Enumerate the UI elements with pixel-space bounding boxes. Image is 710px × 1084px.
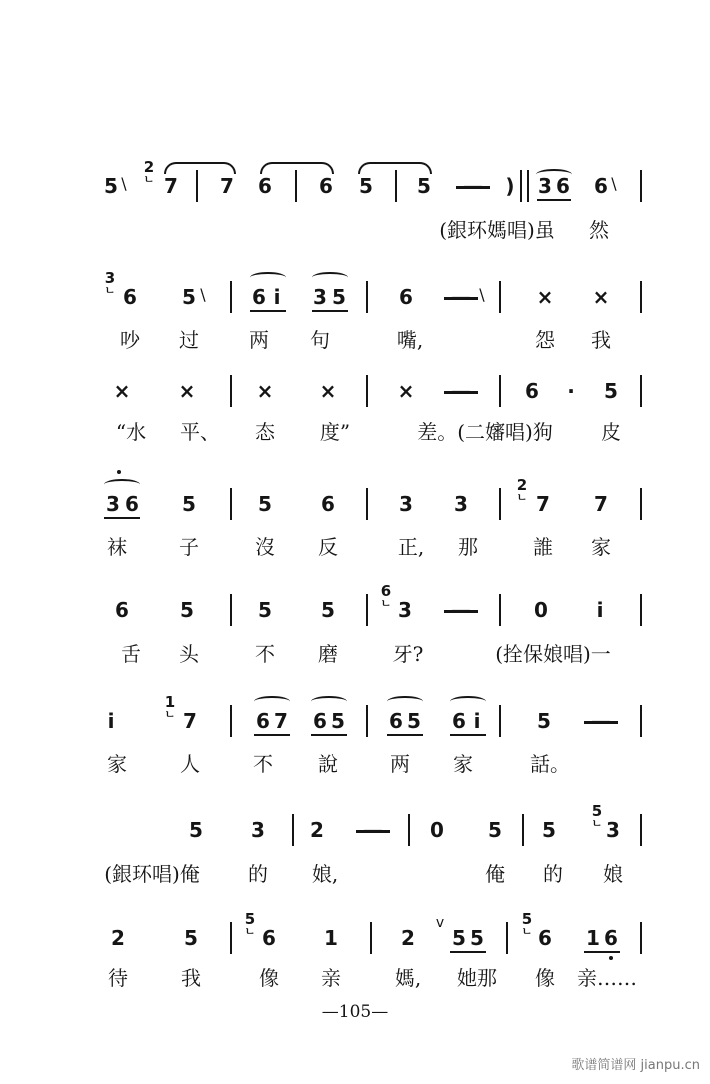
lyric: 态 — [255, 420, 275, 444]
lyric: 待 — [108, 966, 128, 990]
tie-arc — [311, 696, 347, 707]
watermark: 歌谱简谱网 jianpu.cn — [571, 1058, 700, 1073]
note: 6 — [594, 174, 608, 198]
note: 5 — [470, 926, 484, 950]
note: 5 — [258, 492, 272, 516]
note: 6 — [313, 709, 327, 733]
tie-arc — [387, 696, 423, 707]
slur — [260, 162, 334, 174]
lyric: 两 — [249, 328, 269, 352]
lyric: “水 — [115, 420, 147, 444]
grace-note: 5 ㄴ — [591, 802, 603, 830]
note: 5 — [359, 174, 373, 198]
note: 2 — [111, 926, 125, 950]
lyric: 过 — [179, 328, 199, 352]
lyric: 然 — [589, 218, 609, 242]
lyric-line — [0, 744, 710, 784]
barline — [366, 281, 368, 313]
note: 2 — [310, 818, 324, 842]
note: 3 — [454, 492, 468, 516]
barline — [230, 488, 232, 520]
note: ) — [505, 174, 515, 198]
note: 0 — [430, 818, 444, 842]
barline — [640, 705, 642, 737]
barline — [640, 170, 642, 202]
extension-dash — [456, 186, 490, 189]
underline — [104, 517, 140, 519]
lyric: 家 — [591, 535, 611, 559]
tie-arc — [450, 696, 486, 707]
barline — [499, 705, 501, 737]
note: 5 — [452, 926, 466, 950]
lyric: 度” — [319, 420, 351, 444]
extension-dash — [444, 610, 478, 613]
barline — [499, 281, 501, 313]
lyric: 我 — [591, 328, 611, 352]
lyric: 沒 — [255, 535, 275, 559]
note: × — [536, 285, 554, 309]
grace-note: 5 ㄴ — [521, 910, 533, 938]
lyric: 磨 — [318, 642, 338, 666]
lyric-line — [0, 527, 710, 567]
notation-line — [0, 582, 710, 630]
underline — [450, 951, 486, 953]
barline — [370, 922, 372, 954]
note: 3 — [398, 598, 412, 622]
note: 7 — [536, 492, 550, 516]
note: 5 — [182, 492, 196, 516]
breath-mark: \ — [200, 285, 206, 304]
lyric: 像 — [259, 966, 279, 990]
underline — [584, 951, 620, 953]
note: 6 — [538, 926, 552, 950]
note: × — [319, 379, 337, 403]
underline — [537, 199, 571, 201]
underline — [254, 734, 290, 736]
lyric: 話。 — [530, 752, 570, 776]
underline — [311, 734, 347, 736]
breath-mark: \ — [121, 174, 127, 193]
lyric: (銀环唱)俺 — [104, 862, 200, 886]
barline — [366, 594, 368, 626]
note: 5 — [332, 285, 346, 309]
barline — [408, 814, 410, 846]
lyric: 皮 — [601, 420, 621, 444]
note: 5 — [104, 174, 118, 198]
grace-note: 5 ㄴ — [244, 910, 256, 938]
note: 7 — [594, 492, 608, 516]
lyric: 吵 — [120, 328, 140, 352]
note: · — [567, 379, 575, 403]
grace-note: 1 ㄴ — [164, 693, 176, 721]
barline — [527, 170, 529, 202]
page-number: —105— — [321, 1002, 389, 1022]
lyric: 怨 — [535, 328, 555, 352]
lyric: 反 — [318, 535, 338, 559]
lyric: 袜 — [107, 535, 127, 559]
tie-arc — [250, 272, 286, 283]
note: i — [596, 598, 604, 622]
notation-line — [0, 802, 710, 850]
tie-arc — [312, 272, 348, 283]
note: 6 — [399, 285, 413, 309]
lyric: 那 — [458, 535, 478, 559]
barline — [640, 281, 642, 313]
extension-dash — [356, 830, 390, 833]
note: 6 — [125, 492, 139, 516]
barline — [640, 594, 642, 626]
lyric: 亲…… — [577, 966, 637, 990]
lyric: 娘, — [311, 862, 339, 886]
barline — [230, 922, 232, 954]
underline — [387, 734, 423, 736]
lyric: 亲 — [321, 966, 341, 990]
barline — [230, 375, 232, 407]
note: 5 — [321, 598, 335, 622]
extension-dash — [584, 721, 618, 724]
note: 6 — [321, 492, 335, 516]
note: 0 — [534, 598, 548, 622]
lyric: 正, — [397, 535, 425, 559]
lyric: 家 — [107, 752, 127, 776]
note: 6 — [319, 174, 333, 198]
lyric: (拴保娘唱)一 — [495, 642, 611, 666]
note: 7 — [183, 709, 197, 733]
note: 3 — [606, 818, 620, 842]
notation-line — [0, 371, 710, 411]
note: 2 — [401, 926, 415, 950]
note: i — [107, 709, 115, 733]
lyric: 的 — [543, 862, 563, 886]
barline — [499, 488, 501, 520]
lyric: 人 — [180, 752, 200, 776]
note: 6 — [525, 379, 539, 403]
note: 5 — [542, 818, 556, 842]
barline — [640, 922, 642, 954]
barline — [520, 170, 522, 202]
lyric: 媽, — [394, 966, 422, 990]
tie-arc — [104, 479, 140, 490]
barline — [366, 705, 368, 737]
note: × — [113, 379, 131, 403]
lyric: 牙? — [392, 642, 424, 666]
lyric-line — [0, 634, 710, 674]
lyric: 不 — [253, 752, 273, 776]
lyric: 两 — [390, 752, 410, 776]
note: 6 — [258, 174, 272, 198]
note: 6 — [452, 709, 466, 733]
lyric: 子 — [179, 535, 199, 559]
notation-line — [0, 476, 710, 524]
lyric-line — [0, 854, 710, 894]
barline — [640, 814, 642, 846]
barline — [295, 170, 297, 202]
lyric: 說 — [318, 752, 338, 776]
barline — [499, 594, 501, 626]
barline — [522, 814, 524, 846]
notation-line — [0, 910, 710, 958]
note: 5 — [180, 598, 194, 622]
tie-arc — [254, 696, 290, 707]
barline — [395, 170, 397, 202]
note: 7 — [274, 709, 288, 733]
grace-note: 2 ㄴ — [143, 158, 155, 186]
lyric: 头 — [179, 642, 199, 666]
lyric: 舌 — [121, 642, 141, 666]
note: 5 — [537, 709, 551, 733]
note: × — [397, 379, 415, 403]
lyric-line — [0, 412, 710, 452]
lyric-line — [0, 958, 710, 998]
note: 3 — [106, 492, 120, 516]
note: 6 — [604, 926, 618, 950]
note: 5 — [258, 598, 272, 622]
barline — [230, 705, 232, 737]
lyric-line — [0, 210, 710, 250]
breath-mark: \ — [611, 174, 617, 193]
note: 5 — [488, 818, 502, 842]
barline — [292, 814, 294, 846]
note: × — [178, 379, 196, 403]
lyric: 她那 — [457, 966, 497, 990]
lyric: 嘴, — [396, 328, 424, 352]
note: 6 — [256, 709, 270, 733]
extension-dash — [444, 297, 478, 300]
lyric: 差。(二嬸唱)狗 — [417, 420, 553, 444]
lyric-line — [0, 320, 710, 360]
notation-line — [0, 158, 710, 206]
note: × — [592, 285, 610, 309]
note: 5 — [182, 285, 196, 309]
lyric: 不 — [255, 642, 275, 666]
underline — [250, 310, 286, 312]
barline — [196, 170, 198, 202]
underline — [312, 310, 348, 312]
lyric: 俺 — [485, 862, 505, 886]
lyric: 家 — [453, 752, 473, 776]
extension-dash — [444, 391, 478, 394]
note: 7 — [164, 174, 178, 198]
note: 6 — [115, 598, 129, 622]
note: 7 — [220, 174, 234, 198]
grace-note: 3 ㄴ — [104, 269, 116, 297]
barline — [506, 922, 508, 954]
barline — [230, 281, 232, 313]
lyric: 句 — [310, 328, 330, 352]
note: 6 — [556, 174, 570, 198]
barline — [499, 375, 501, 407]
octave-dot — [117, 470, 121, 474]
barline — [230, 594, 232, 626]
lyric: 誰 — [533, 535, 553, 559]
note: 6 — [262, 926, 276, 950]
note: 6 — [389, 709, 403, 733]
note: i — [273, 285, 281, 309]
note: i — [473, 709, 481, 733]
note: 1 — [586, 926, 600, 950]
note: 6 — [123, 285, 137, 309]
slur — [164, 162, 236, 174]
note: 5 — [407, 709, 421, 733]
barline — [640, 375, 642, 407]
note: 5 — [189, 818, 203, 842]
lyric: 的 — [248, 862, 268, 886]
breath-mark: \ — [479, 285, 485, 304]
barline — [640, 488, 642, 520]
note: 5 — [184, 926, 198, 950]
note: 5 — [331, 709, 345, 733]
underline — [450, 734, 486, 736]
lyric: 娘 — [603, 862, 623, 886]
lyric: (銀环媽唱)虽 — [439, 218, 555, 242]
note: × — [256, 379, 274, 403]
barline — [366, 375, 368, 407]
lyric: 像 — [535, 966, 555, 990]
lyric: 我 — [181, 966, 201, 990]
grace-note: 6 ㄴ — [380, 582, 392, 610]
lyric: 平、 — [180, 420, 220, 444]
note: 3 — [313, 285, 327, 309]
note: 5 — [604, 379, 618, 403]
note: 3 — [538, 174, 552, 198]
note: 6 — [252, 285, 266, 309]
note: 5 — [417, 174, 431, 198]
breath-mark: v — [435, 915, 445, 931]
notation-line — [0, 269, 710, 317]
note: 3 — [251, 818, 265, 842]
grace-note: 2 ㄴ — [516, 476, 528, 504]
note: 1 — [324, 926, 338, 950]
barline — [366, 488, 368, 520]
note: 3 — [399, 492, 413, 516]
